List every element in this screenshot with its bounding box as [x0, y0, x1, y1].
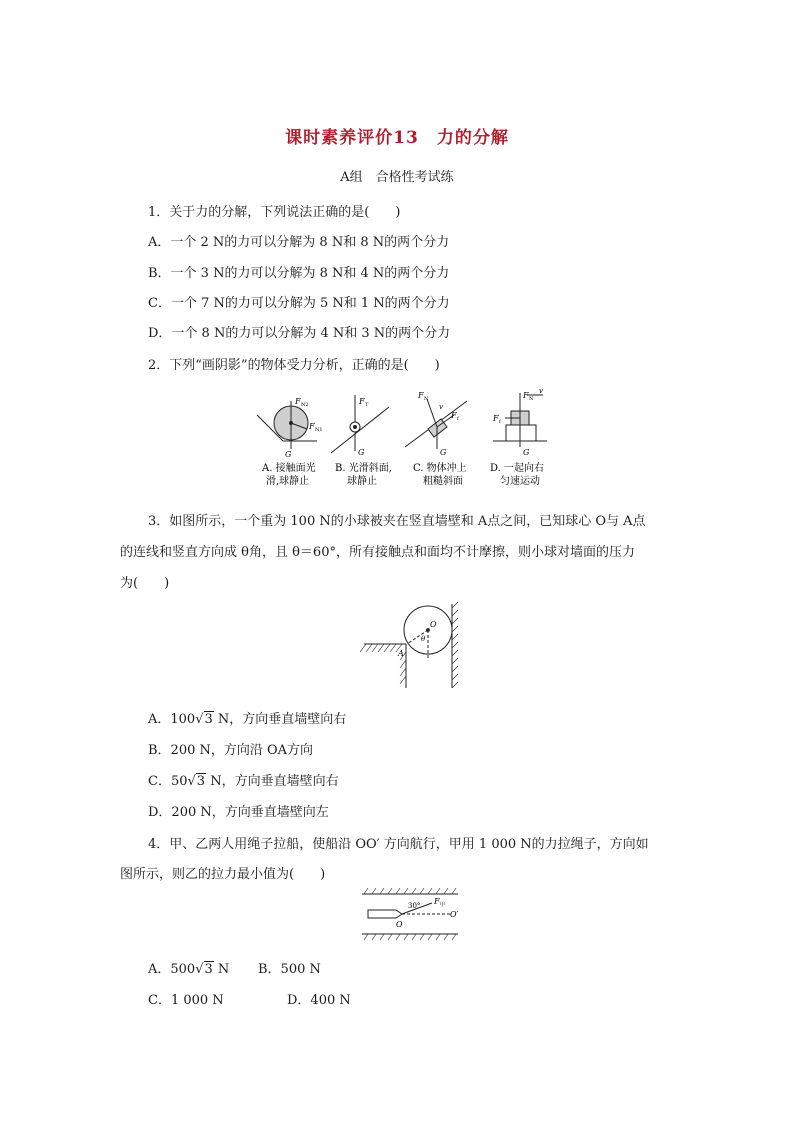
q3-option-a-radicand: 3 — [204, 712, 213, 727]
q3-line1: 3．如图所示，一个重为 100 N的小球被夹在竖直墙壁和 A点之间，已知球心 O与 A点 — [148, 514, 646, 529]
q2c-v-label: v — [439, 403, 443, 411]
q2a-n1-sub: N1 — [315, 427, 323, 433]
q3-line2: 的连线和竖直方向成 θ角，且 θ＝60°，所有接触点和面均不计摩擦，则小球对墙面的压力 — [120, 545, 635, 560]
q2-caption-b-line2: 球静止 — [347, 476, 377, 487]
q3-option-a: A．100√3 N，方向垂直墙壁向右 — [148, 712, 347, 727]
q2-caption-a-line2: 滑,球静止 — [266, 476, 310, 487]
q2-figure-d — [493, 393, 547, 447]
q2b-ft-label: F — [359, 397, 365, 406]
q4-option-d: D．400 N — [287, 993, 351, 1008]
q3-option-b: B．200 N，方向沿 OA方向 — [148, 743, 314, 758]
q1-stem: 1．关于力的分解，下列说法正确的是( ) — [148, 205, 401, 220]
q4-fig-o2-label: O′ — [450, 910, 459, 919]
q2d-f-sub: f — [499, 419, 501, 425]
q2-caption-c-line1: C. 物体冲上 — [413, 463, 467, 474]
q4-fig-f-label: F — [434, 897, 440, 906]
q2-figure — [255, 385, 555, 490]
q2-figure-c — [405, 399, 467, 449]
q1-option-c: C．一个 7 N的力可以分解为 5 N和 1 N的两个分力 — [148, 296, 450, 311]
q2d-ff-label: F — [493, 414, 499, 423]
q2-caption-a-line1: A. 接触面光 — [262, 463, 316, 474]
page-title: 课时素养评价13 力的分解 — [285, 128, 509, 148]
q4-option-a-radicand: 3 — [204, 962, 213, 977]
q2d-n-sub: N — [529, 396, 534, 402]
q3-figure — [360, 600, 470, 690]
q2d-g-label: G — [523, 448, 530, 457]
q2c-fn-label: F — [418, 391, 424, 400]
q2-caption-b-line1: B. 光滑斜面, — [335, 463, 392, 474]
q2d-fn-label: F — [523, 391, 529, 400]
q2a-g-label: G — [285, 450, 292, 459]
q1-option-b: B．一个 3 N的力可以分解为 8 N和 4 N的两个分力 — [148, 266, 450, 281]
q2a-fn1-label: F — [309, 422, 315, 431]
q2a-n2-sub: N2 — [301, 402, 309, 408]
q4-line1: 4．甲、乙两人用绳子拉船，使船沿 OO′ 方向航行，甲用 1 000 N的力拉绳子，方向如 — [148, 837, 649, 852]
q4-option-b: B．500 N — [258, 962, 321, 977]
q4-figure — [358, 886, 463, 942]
q2b-t-sub: T — [365, 402, 369, 408]
q4-fig-f-sub: 甲 — [440, 902, 446, 908]
q3-fig-theta-label: θ — [421, 635, 426, 643]
q1-option-a: A．一个 2 N的力可以分解为 8 N和 8 N的两个分力 — [148, 235, 450, 250]
q2d-v-label: v — [539, 387, 543, 395]
q2c-ff-label: F — [451, 411, 457, 420]
q3-option-c-radicand: 3 — [196, 774, 206, 789]
q4-option-a: A．500√3 N — [148, 962, 230, 977]
q4-fig-angle-label: 30° — [408, 902, 421, 910]
q2-caption-d-line2: 匀速运动 — [500, 476, 540, 487]
q3-line3: 为( ) — [120, 576, 170, 591]
q3-fig-o-label: O — [430, 620, 437, 629]
q2b-g-label: G — [358, 448, 365, 457]
q2a-fn2-label: F — [295, 397, 301, 406]
q3-option-d: D．200 N，方向垂直墙壁向左 — [148, 805, 329, 820]
q3-fig-a-label: A — [398, 649, 404, 658]
q2-stem: 2．下列“画阴影”的物体受力分析，正确的是( ) — [148, 358, 440, 373]
q2-caption-d-line1: D. 一起向右 — [490, 463, 545, 474]
q2-figure-a — [257, 401, 317, 449]
q1-option-d: D．一个 8 N的力可以分解为 4 N和 3 N的两个分力 — [148, 326, 451, 341]
q2-caption-c-line2: 粗糙斜面 — [423, 476, 463, 487]
q4-fig-o-label: O — [396, 920, 403, 929]
section-heading: A组 合格性考试练 — [340, 170, 454, 185]
q3-option-c: C．50√3 N，方向垂直墙壁向右 — [148, 774, 339, 789]
q2c-g-label: G — [440, 448, 447, 457]
q2c-f-sub: f — [457, 416, 459, 422]
q2c-n-sub: N — [424, 396, 429, 402]
q4-line2: 图所示，则乙的拉力最小值为( ) — [120, 867, 326, 882]
q4-option-c: C．1 000 N — [148, 993, 224, 1008]
